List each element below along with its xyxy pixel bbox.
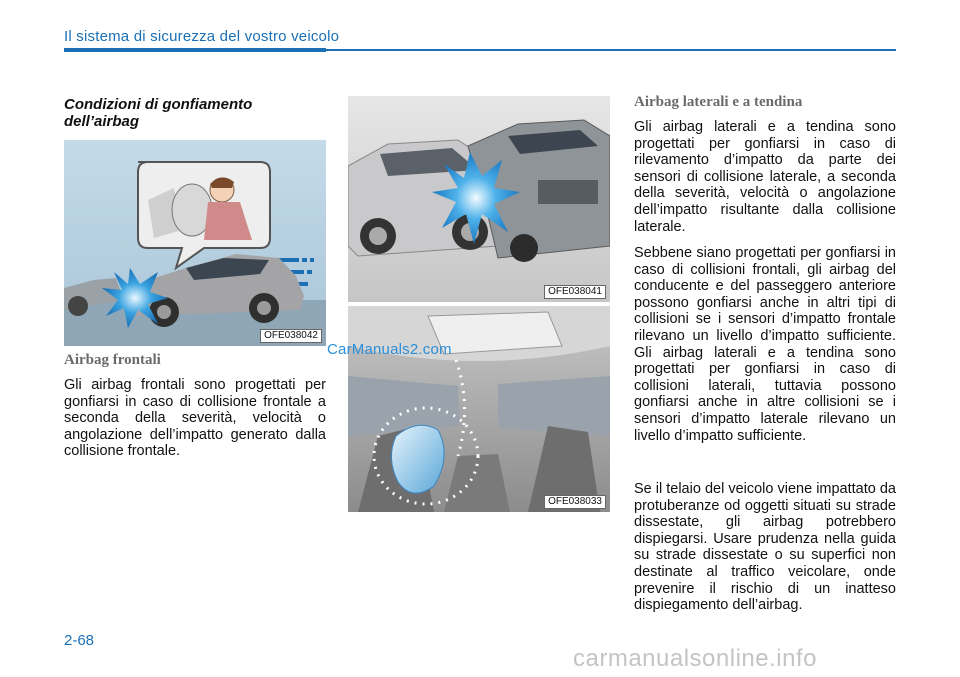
subsection-title-line1: Condizioni di gonfiamento	[64, 96, 253, 113]
chapter-title: Il sistema di sicurezza del vostro veicolo	[64, 28, 340, 45]
paragraph-side-3: Se il telaio del veicolo viene impattato da protuberanze od oggetti situati su strade dissestate, gli airbag potrebbero dispiegarsi. Usare prudenza nella guida su strade dissestate o su superfici non destinate al traffico veicolare, onde prevenire il rischio di un inatteso dispiegamento dell’airbag.	[634, 481, 896, 614]
header-rule	[326, 49, 896, 51]
frontal-airbag-illustration	[64, 140, 326, 346]
section-title-side: Airbag laterali e a tendina	[634, 94, 803, 110]
paragraph-side-2: Sebbene siano progettati per gonfiarsi in caso di collisioni frontali, gli airbag del conducente e del passeggero anteriore possono gonfiarsi anche in altri tipi di collisioni se i sensori d’impatto frontale rilevano un livello d’impatto sufficiente. Gli airbag laterali e a tendina sono progettati per gonfiarsi in caso di collisioni laterali, tuttavia possono gonfiarsi anche in altre collisioni se i sensori d’impatto laterale rilevano un livello d’impatto sufficiente.	[634, 245, 896, 444]
figure-code: OFE038042	[260, 329, 322, 343]
figure-code: OFE038033	[544, 495, 606, 509]
page-number: 2-68	[64, 632, 95, 649]
section-title-frontal: Airbag frontali	[64, 352, 161, 368]
paragraph-side-1: Gli airbag laterali e a tendina sono progettati per gonfiarsi in caso di rilevamento d’impatto da parte dei sensori di collisione laterale, a seconda della severità, velocità o angolazione dell’impatto risultante dalla collisione laterale.	[634, 119, 896, 235]
curtain-airbag-illustration	[348, 306, 610, 512]
subsection-title	[64, 96, 314, 130]
side-collision-illustration	[348, 96, 610, 302]
frontal-collision-drawing	[64, 140, 326, 346]
site-watermark: CarManuals2.com	[327, 341, 452, 358]
side-collision-drawing	[348, 96, 610, 302]
subsection-title-line2: dell’airbag	[64, 113, 140, 130]
paragraph-frontal: Gli airbag frontali sono progettati per gonfiarsi in caso di collisione frontale a seconda della severità, velocità o angolazione dell’impatto generato dalla collisione frontale.	[64, 377, 326, 460]
cabin-interior-drawing	[348, 306, 610, 512]
header-rule-accent	[64, 48, 326, 52]
footer-watermark: carmanualsonline.info	[573, 645, 817, 672]
figure-code: OFE038041	[544, 285, 606, 299]
